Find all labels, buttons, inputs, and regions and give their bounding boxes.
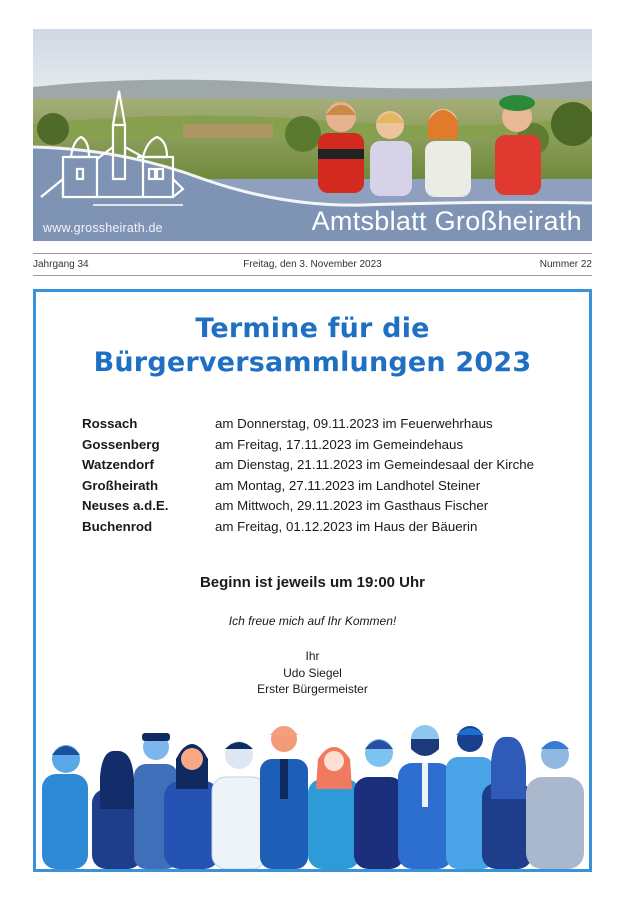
start-time-note: Beginn ist jeweils um 19:00 Uhr (199, 574, 426, 591)
person-figure (212, 741, 266, 869)
meeting-place: Watzendorf (82, 457, 154, 473)
schedule-row (82, 478, 572, 499)
headline-line-1: Termine für die (195, 313, 430, 344)
notice-headline (36, 312, 589, 380)
person-figure (482, 737, 532, 869)
website-url[interactable]: www.grossheirath.de (43, 221, 163, 235)
publication-title: Amtsblatt Großheirath (311, 206, 582, 236)
schedule-row (82, 457, 572, 478)
signature-name: Udo Siegel (283, 665, 342, 680)
meeting-details: am Mittwoch, 29.11.2023 im Gasthaus Fischer (215, 498, 489, 514)
headline-line-2: Bürgerversammlungen 2023 (93, 347, 532, 378)
person-figure (398, 725, 452, 869)
meeting-details: am Dienstag, 21.11.2023 im Gemeindesaal der Kirche (215, 457, 535, 473)
schedule-row (82, 498, 572, 519)
meeting-details: am Montag, 27.11.2023 im Landhotel Steiner (215, 477, 481, 493)
meeting-place: Gossenberg (82, 436, 160, 452)
meeting-place: Rossach (82, 416, 138, 431)
issue-meta-bar (33, 253, 592, 276)
header-banner (33, 29, 592, 241)
signature-block (36, 648, 589, 698)
volume-label: Jahrgang 34 (33, 259, 89, 270)
signature-salutation: Ihr (305, 649, 320, 663)
greeting-line: Ich freue mich auf Ihr Kommen! (228, 614, 397, 628)
meeting-place: Großheirath (82, 477, 159, 493)
person-figure (308, 747, 360, 869)
meeting-place: Buchenrod (82, 518, 153, 534)
signature-role: Erster Bürgermeister (257, 682, 368, 696)
person-figure (354, 739, 404, 869)
person-figure (526, 741, 584, 869)
schedule-row (82, 416, 572, 437)
schedule-row (82, 437, 572, 458)
meeting-details: am Freitag, 17.11.2023 im Gemeindehaus (215, 436, 464, 452)
meeting-schedule (82, 416, 572, 540)
issue-number: Nummer 22 (539, 259, 592, 270)
schedule-row (82, 519, 572, 540)
meeting-details: am Freitag, 01.12.2023 im Haus der Bäuerin (215, 518, 478, 534)
issue-date: Freitag, den 3. November 2023 (243, 259, 382, 270)
meeting-details: am Donnerstag, 09.11.2023 im Feuerwehrhaus (215, 416, 493, 431)
crowd-illustration (36, 719, 589, 869)
person-figure (42, 745, 88, 869)
notice-card (33, 289, 592, 872)
person-figure (260, 726, 308, 869)
meeting-place: Neuses a.d.E. (82, 498, 169, 514)
